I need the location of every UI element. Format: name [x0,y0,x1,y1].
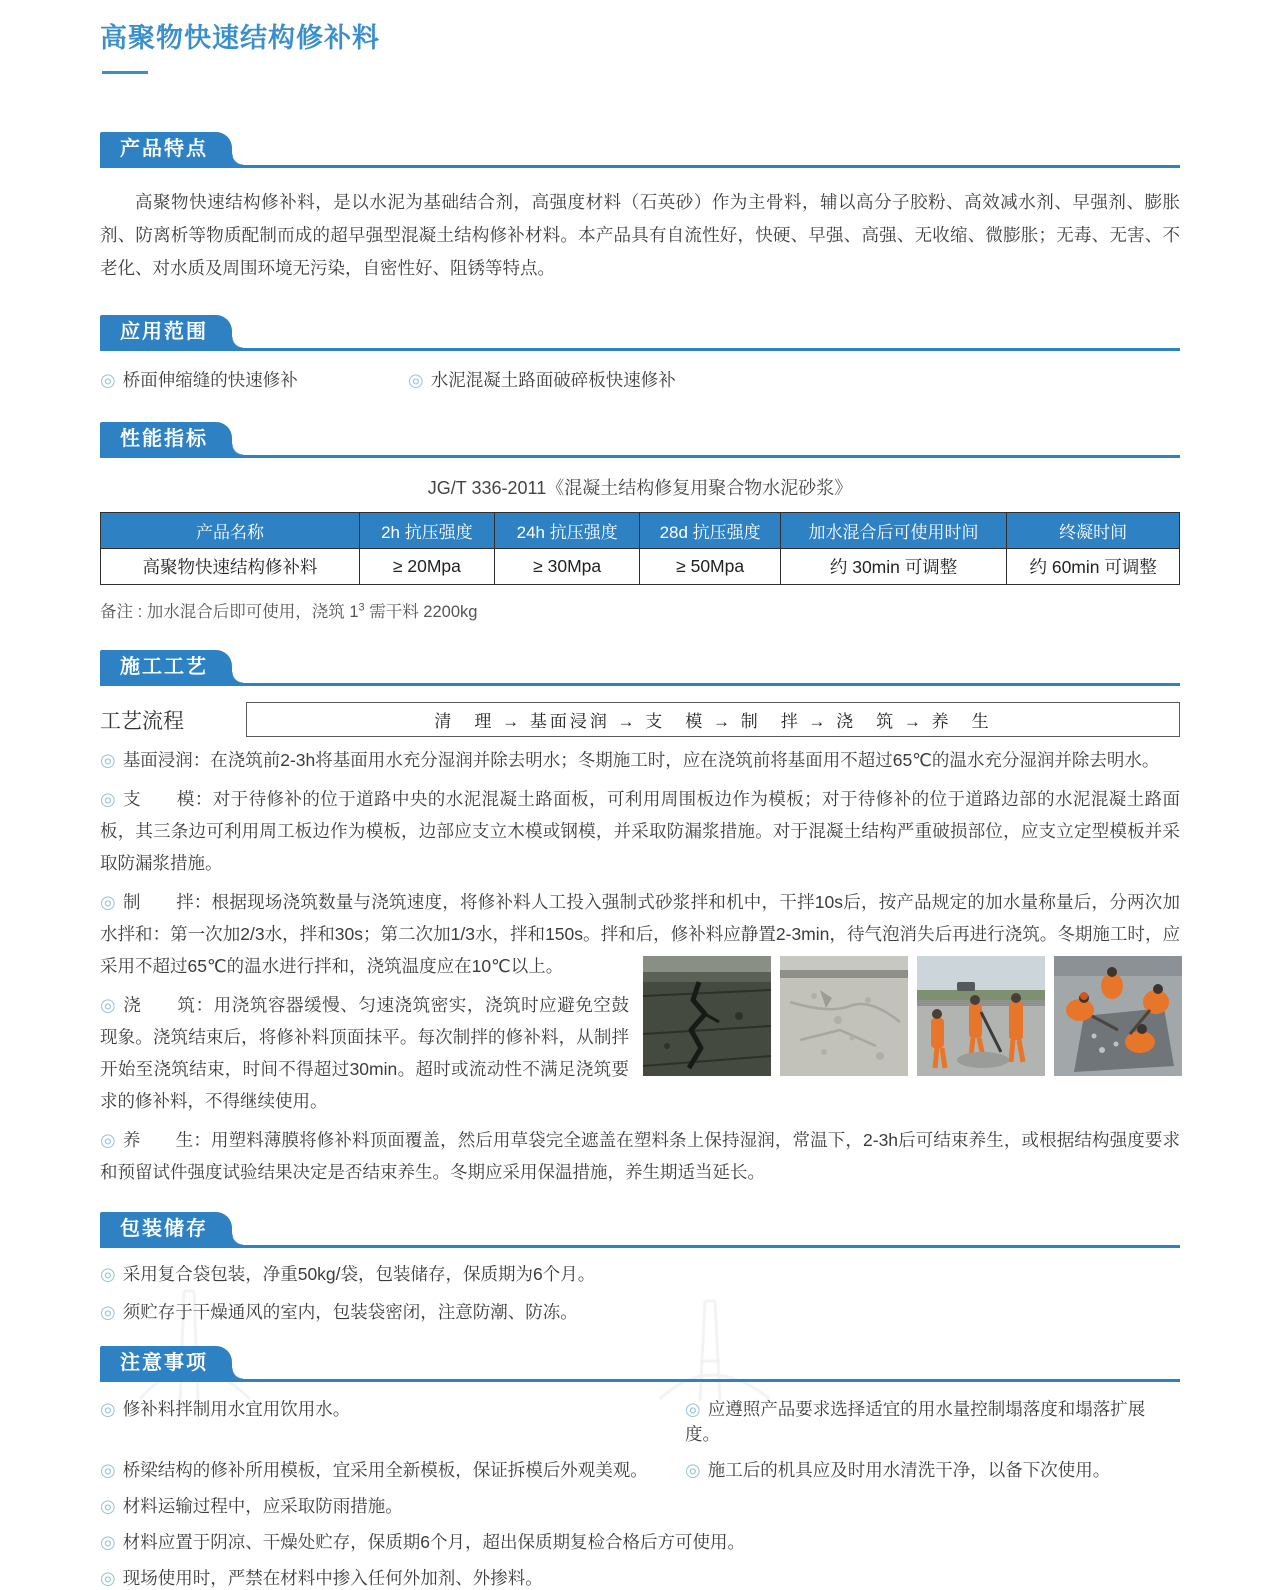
table-header-cell: 28d 抗压强度 [640,513,780,549]
step-term: 支 模： [123,789,213,809]
step-text: 用浇筑容器缓慢、匀速浇筑密实，浇筑时应避免空鼓现象。浇筑结束后，将修补料顶面抹平。每次制拌的修补料，从制拌开始至浇筑结束，时间不得超过30min。超时或流动性不满足浇筑要求的修补料，不得继续使用。 [100,995,630,1111]
section-tab-construction [100,650,232,684]
standard-caption: JG/T 336-2011《混凝土结构修复用聚合物水泥砂浆》 [427,478,853,498]
ring-bullet-icon: ◎ [100,1130,116,1150]
step-term: 养 生： [122,1130,211,1150]
ring-bullet-icon: ◎ [100,1568,116,1588]
precaution-item-text: 现场使用时，严禁在材料中掺入任何外加剂、外掺料。 [122,1568,543,1588]
table-header-cell: 加水混合后可使用时间 [780,513,1007,549]
section-tab-features [100,132,232,166]
application-item-label: 桥面伸缩缝的快速修补 [122,370,298,390]
pavement-patching-workers-photo [1054,956,1182,1076]
section-header-construction [100,650,1180,686]
page-title: 高聚物快速结构修补料 [100,23,380,53]
performance-table [100,512,1180,585]
application-item-label: 水泥混凝土路面破碎板快速修补 [430,370,676,390]
process-flow-box: 清 理 → 基面浸润 → 支 模 → 制 拌 → 浇 筑 → 养 生 [246,702,1180,737]
table-cell-24h-strength: ≥ 30Mpa [494,549,640,585]
ring-bullet-icon: ◎ [408,370,424,390]
ring-bullet-icon: ◎ [100,892,116,912]
table-cell-usable-time: 约 30min 可调整 [780,549,1007,585]
section-tab-label: 注意事项 [120,1352,208,1374]
section-tab-label: 性能指标 [120,428,208,450]
step-term: 基面浸润： [122,750,211,770]
ring-bullet-icon: ◎ [100,1532,116,1552]
ring-bullet-icon: ◎ [685,1399,701,1419]
application-item [100,367,408,392]
ring-bullet-icon: ◎ [100,1302,116,1322]
precaution-item-text: 施工后的机具应及时用水清洗干净，以备下次使用。 [707,1460,1111,1480]
section-header-precautions [100,1346,1180,1382]
section-header-applications [100,315,1180,351]
section-tab-packaging [100,1212,232,1246]
site-photo-strip [643,956,1180,1076]
section-header-performance [100,422,1180,458]
section-tab-label: 包装储存 [120,1218,208,1240]
ring-bullet-icon: ◎ [100,995,117,1015]
packaging-item [100,1261,1180,1286]
step-curing [100,1124,1180,1188]
section-tab-label: 应用范围 [120,321,208,343]
table-cell-2h-strength: ≥ 20Mpa [359,549,494,585]
table-header-cell: 产品名称 [101,513,360,549]
ring-bullet-icon: ◎ [100,370,116,390]
precaution-item [685,1396,1180,1446]
ring-bullet-icon: ◎ [100,1399,116,1419]
precaution-item [100,1457,685,1482]
precaution-item-text: 材料应置于阴凉、干燥处贮存，保质期6个月，超出保质期复检合格后方可使用。 [122,1532,745,1552]
section-tab-performance [100,422,232,456]
table-row [101,549,1180,585]
table-header-cell: 2h 抗压强度 [359,513,494,549]
process-flow-row [100,702,1180,737]
section-tab-applications [100,315,232,349]
table-header-cell: 终凝时间 [1007,513,1180,549]
step-text: 用塑料薄膜将修补料顶面覆盖，然后用草袋完全遮盖在塑料条上保持湿润，常温下，2-3h后可结束养生，或根据结构强度要求和预留试件强度试验结果决定是否结束养生。冬期应采用保温措施，养生期适当延长。 [100,1130,1181,1182]
table-cell-28d-strength: ≥ 50Mpa [640,549,780,585]
table-note-text: 备注 : 加水混合后即可使用，浇筑 1 [100,603,359,621]
ring-bullet-icon: ◎ [685,1460,701,1480]
packaging-item-text: 须贮存于干燥通风的室内，包装袋密闭，注意防潮、防冻。 [122,1302,578,1322]
step-text: 根据现场浇筑数量与浇筑速度，将修补料人工投入强制式砂浆拌和机中，干拌10s后，按产品规定的加水量称量后，分两次加水拌和：第一次加2/3水，拌和30s；第二次加1/3水，拌和150s。拌和后，修补料应静置2-3min，待气泡消失后再进行浇筑。冬期施工时，应采用不超过65℃的温水进行拌和，浇筑温度应在10℃以上。 [100,892,1180,976]
ring-bullet-icon: ◎ [100,1460,116,1480]
table-note-superscript: 3 [358,601,365,614]
section-header-features [100,132,1180,168]
precaution-item [100,1493,685,1518]
road-repair-workers-photo [917,956,1045,1076]
table-note-text: 需干料 2200kg [364,603,478,621]
section-tab-precautions [100,1346,232,1380]
features-paragraph: 高聚物快速结构修补料，是以水泥为基础结合剂，高强度材料（石英砂）作为主骨料，辅以高分子胶粉、高效减水剂、早强剂、膨胀剂、防离析等物质配制而成的超早强型混凝土结构修补材料。本产品具有自流性好，快硬、早强、高强、无收缩、微膨胀；无毒、无害、不老化、对水质及周围环境无污染，自密性好、阻锈等特点。 [100,192,1180,278]
table-header-row [101,513,1180,549]
table-cell-final-set-time: 约 60min 可调整 [1007,549,1180,585]
title-underline [102,71,148,74]
packaging-item-text: 采用复合袋包装，净重50kg/袋，包装储存，保质期为6个月。 [122,1264,596,1284]
applications-list [100,367,1180,392]
precautions-list [100,1396,1180,1590]
table-note [100,598,1180,622]
section-tab-label: 产品特点 [120,138,208,160]
ring-bullet-icon: ◎ [100,789,117,809]
table-header-cell: 24h 抗压强度 [494,513,640,549]
precaution-item [100,1529,1180,1554]
damaged-concrete-slab-photo [780,956,908,1076]
packaging-item [100,1299,1180,1324]
ring-bullet-icon: ◎ [100,1496,116,1516]
cracked-dark-pavement-photo [643,956,771,1076]
step-text: 在浇筑前2-3h将基面用水充分湿润并除去明水；冬期施工时，应在浇筑前将基面用不超过65℃的温水充分湿润并除去明水。 [210,750,1160,770]
precaution-item-text: 应遵照产品要求选择适宜的用水量控制塌落度和塌落扩展度。 [685,1399,1146,1444]
ring-bullet-icon: ◎ [100,1264,116,1284]
section-header-packaging [100,1212,1180,1248]
step-text: 对于待修补的位于道路中央的水泥混凝土路面板，可利用周围板边作为模板；对于待修补的位于道路边部的水泥混凝土路面板，其三条边可利用周工板边作为模板，边部应支立木模或钢模，并采取防漏浆措施。对于混凝土结构严重破损部位，应支立定型模板并采取防漏浆措施。 [100,789,1181,873]
step-term: 浇 筑： [123,995,214,1015]
step-term: 制 拌： [122,892,212,912]
precaution-item-text: 修补料拌制用水宜用饮用水。 [122,1399,351,1419]
construction-steps [100,744,1180,1188]
ring-bullet-icon: ◎ [100,750,116,770]
precaution-item [685,1457,1180,1482]
step-base-wetting [100,744,1180,776]
process-flow-label: 工艺流程 [100,709,184,733]
table-cell-product-name: 高聚物快速结构修补料 [101,549,360,585]
step-formwork [100,783,1180,879]
application-item [408,367,676,392]
precaution-item-text: 桥梁结构的修补所用模板，宜采用全新模板，保证拆模后外观美观。 [122,1460,648,1480]
section-tab-label: 施工工艺 [120,656,208,678]
precaution-item [100,1396,685,1446]
precaution-item-text: 材料运输过程中，应采取防雨措施。 [122,1496,403,1516]
precaution-item [100,1565,1180,1590]
